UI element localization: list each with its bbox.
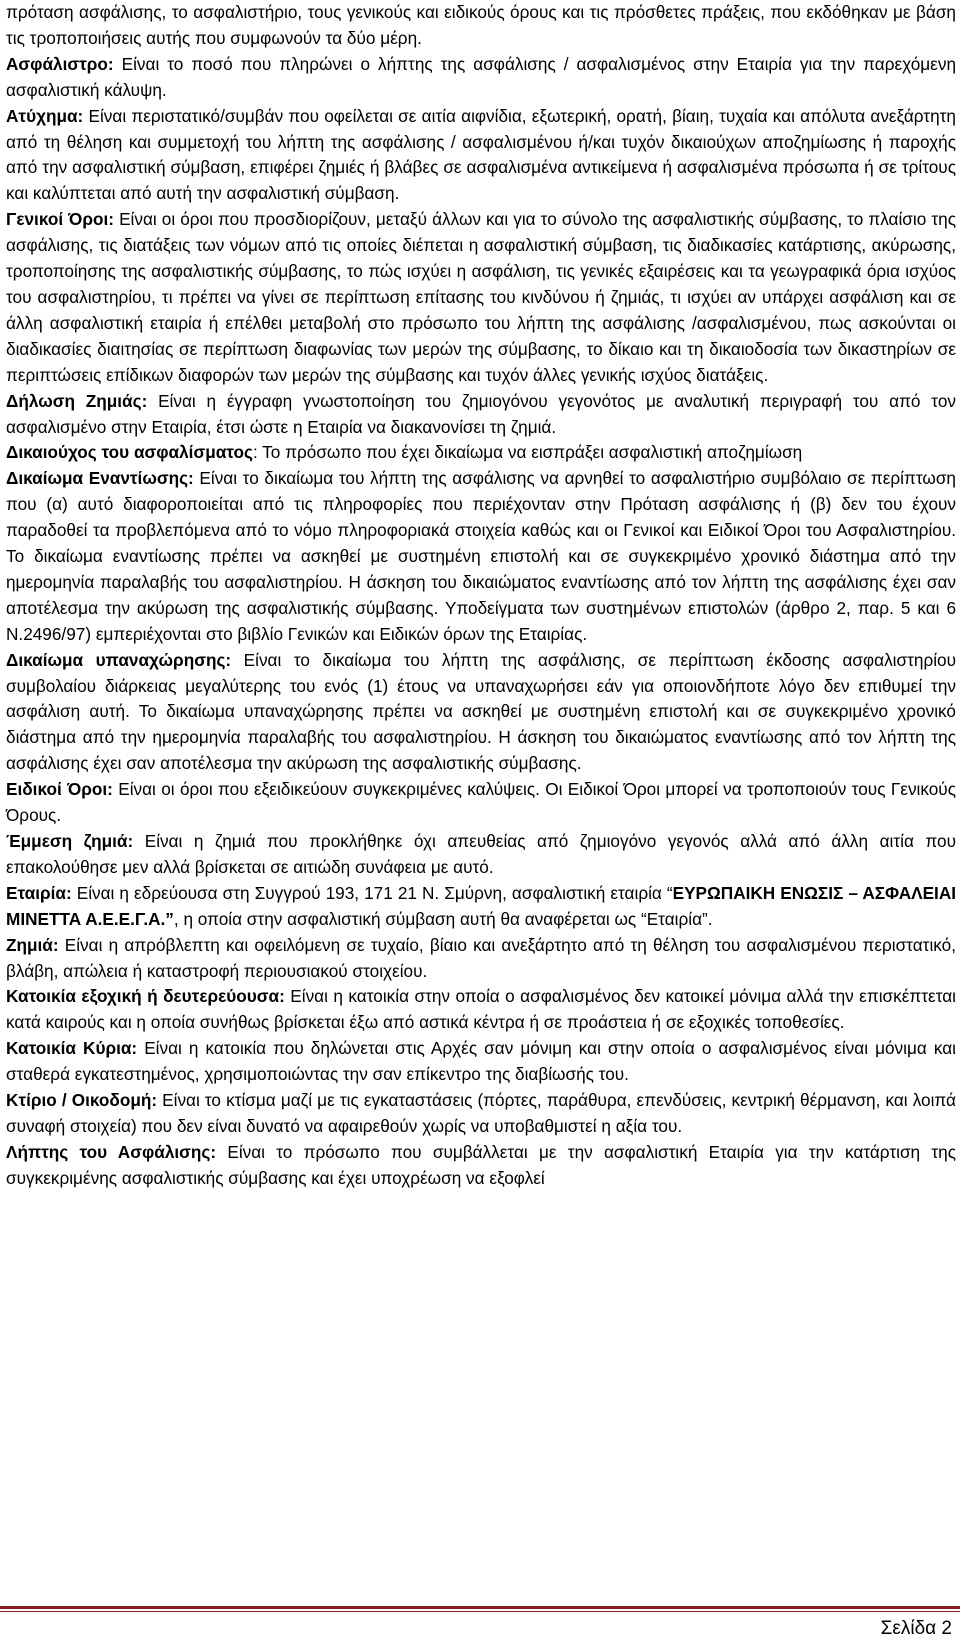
definition-term: Δικαιούχος του ασφαλίσματος — [6, 442, 253, 463]
definition-term: Γενικοί Όροι: — [6, 209, 114, 230]
definition-term: Ειδικοί Όροι: — [6, 779, 113, 800]
document-body — [6, 0, 956, 1192]
page-number: Σελίδα 2 — [880, 1618, 952, 1639]
paragraph-intro — [6, 0, 956, 52]
definition-text: Είναι η έγγραφη γνωστοποίηση του ζημιογόνου γεγονότος με αναλυτική περιγραφή του από τον ασφαλισμένο στην Εταιρία, έτσι ώστε η Εταιρία να διακανονίσει τη ζημιά. — [6, 390, 956, 437]
company-name: ΕΥΡΩΠΑΙΚΗ ΕΝΩΣΙΣ – ΑΣΦΑΛΕΙΑΙ ΜΙΝΕΤΤΑ Α.Ε.Ε.Γ.Α.” — [6, 882, 957, 929]
definition-term: Κατοικία Κύρια: — [6, 1038, 138, 1059]
definition-term: Δήλωση Ζημιάς: — [6, 390, 148, 411]
definition-text: Είναι το δικαίωμα του λήπτη της ασφάλισης να αρνηθεί το ασφαλιστήριο συμβόλαιο σε περίπτωση που (α) αυτό διαφοροποιείται από τις πληροφορίες που περιέχονταν στην Πρόταση ασφάλισης ή (β) δεν του έχουν παραδοθεί τα προβλεπόμενα από το νόμο πληροφοριακά στοιχεία καθώς και οι Γενικοί και Ειδικοί Όροι του Ασφαλιστηρίου. Το δικαίωμα εναντίωσης πρέπει να ασκηθεί με συστημένη επιστολή και σε συγκεκριμένο χρονικό διάστημα από την ημερομηνία παραλαβής του ασφαλιστηρίου. Η άσκηση του δικαιώματος εναντίωσης από τον λήπτη της ασφάλισης έχει σαν αποτέλεσμα την ακύρωση της ασφαλιστικής σύμβασης. Υποδείγματα των συστημένων επιστολών (άρθρο 2, παρ. 5 και 6 Ν.2496/97) εμπεριέχονται στο βιβλίο Γενικών και Ειδικών όρων της Εταιρίας. — [6, 468, 956, 644]
definition-text: Είναι η απρόβλεπτη και οφειλόμενη σε τυχαίο, βίαιο και ανεξάρτητο από τη θέληση του ασφαλισμένου περιστατικό, βλάβη, απώλεια ή καταστροφή περιουσιακού στοιχείου. — [6, 934, 956, 981]
definition-text: Είναι οι όροι που προσδιορίζουν, μεταξύ άλλων και για το σύνολο της ασφαλιστικής σύμβασης, το πλαίσιο της ασφάλισης, τις διατάξεις των νόμων από τις οποίες διέπεται η ασφαλιστική σύμβαση, τις διαδικασίες κατάρτισης, ακύρωσης, τροποποίησης της ασφαλιστικής σύμβασης, το πώς ισχύει η ασφάλιση, τις γενικές εξαιρέσεις και τα γεωγραφικά όρια ισχύος του ασφαλιστηρίου, τι πρέπει να γίνει σε περίπτωση επίτασης του κινδύνου ή ζημιάς, τι ισχύει αν υπάρχει ασφάλιση και σε άλλη ασφαλιστική εταιρία ή επέλθει μεταβολή στο πρόσωπο του λήπτη της ασφάλισης /ασφαλισμένου, πως ασκούνται οι διαδικασίες διαιτησίας σε περίπτωση διαφωνίας των μερών της σύμβασης, το δίκαιο και τη δικαιοδοσία των δικαστηρίων σε περιπτώσεις επίδικων διαφορών των μερών της σύμβασης και τυχόν άλλες γενικής ισχύος διατάξεις. — [6, 209, 956, 385]
definition-katoikia-exoxiki — [6, 984, 956, 1036]
definition-text: Είναι περιστατικό/συμβάν που οφείλεται σε αιτία αιφνίδια, εξωτερική, ορατή, βίαιη, τυχαία και απόλυτα ανεξάρτητη από τη θέληση και συμμετοχή του λήπτη της ασφάλισης / ασφαλισμένου ή/και τυχόν δικαιούχων αποζημίωσης ή παροχής από την ασφαλιστική σύμβαση, επιφέρει ζημιές ή βλάβες σε ασφαλισμένα αντικείμενα ή ασφαλισμένα πρόσωπα ή σε τρίτους και καλύπτεται από αυτή την ασφαλιστική σύμβαση. — [6, 105, 956, 204]
definition-text: , η οποία στην ασφαλιστική σύμβαση αυτή θα αναφέρεται ως “Εταιρία”. — [173, 908, 713, 929]
definition-dikaioma-enantiosis — [6, 466, 956, 647]
definition-term: Δικαίωμα Εναντίωσης: — [6, 468, 194, 489]
definition-etairia — [6, 881, 956, 933]
definition-dikaioma-ypanaxorisis — [6, 648, 956, 778]
definition-term: Δικαίωμα υπαναχώρησης: — [6, 649, 232, 670]
definition-term: Κτίριο / Οικοδομή: — [6, 1090, 158, 1111]
definition-text: Είναι το πρόσωπο που συμβάλλεται με την ασφαλιστική Εταιρία για την κατάρτιση της συγκεκριμένης ασφαλιστικής σύμβασης και έχει υποχρέωση να εξοφλεί — [6, 1141, 957, 1188]
definition-term: Ζημιά: — [6, 934, 59, 955]
definition-text: Είναι το δικαίωμα του λήπτη της ασφάλισης, σε περίπτωση έκδοσης ασφαλιστηρίου συμβολαίου διάρκειας μεγαλύτερης του ενός (1) έτους να υπαναχωρήσει εάν για οποιονδήποτε λόγο δεν επιθυμεί την ασφάλιση αυτή. Το δικαίωμα υπαναχώρησης πρέπει να ασκηθεί με συστημένη επιστολή και σε συγκεκριμένο χρονικό διάστημα από την ημερομηνία παραλαβής του ασφαλιστηρίου. Η άσκηση του δικαιώματος εναντίωσης από τον λήπτη της ασφάλισης έχει σαν αποτέλεσμα την ακύρωση της ασφαλιστικής σύμβασης. — [6, 649, 956, 774]
definition-dilosi-zimias — [6, 389, 956, 441]
paragraph-text: πρόταση ασφάλισης, το ασφαλιστήριο, τους γενικούς και ειδικούς όρους και τις πρόσθετες πράξεις, που εκδόθηκαν με βάση τις τροποποιήσεις αυτής που συμφωνούν τα δύο μέρη. — [6, 2, 956, 48]
definition-text: Είναι η κατοικία στην οποία ο ασφαλισμένος δεν κατοικεί μόνιμα αλλά την επισκέπτεται κατά καιρούς και η οποία συνήθως βρίσκεται έξω από αστικά κέντρα ή σε προάστεια ή σε εξοχικές τοποθεσίες. — [6, 986, 956, 1033]
footer-divider — [0, 1606, 960, 1609]
definition-dikaiouxos — [6, 440, 956, 466]
definition-asfalistro — [6, 52, 956, 104]
definition-katoikia-kyria — [6, 1036, 956, 1088]
footer-divider-thin — [0, 1611, 960, 1612]
definition-term: Λήπτης του Ασφάλισης: — [6, 1141, 217, 1162]
definition-term: Εταιρία: — [6, 882, 72, 903]
definition-emmesi-zimia — [6, 829, 956, 881]
definition-eidikoi-oroi — [6, 777, 956, 829]
definition-text: : Το πρόσωπο που έχει δικαίωμα να εισπράξει ασφαλιστική αποζημίωση — [252, 442, 803, 463]
definition-text: Είναι οι όροι που εξειδικεύουν συγκεκριμένες καλύψεις. Οι Ειδικοί Όροι μπορεί να τροποποιούν τους Γενικούς Όρους. — [6, 779, 956, 826]
definition-term: Έμμεση ζημιά: — [6, 831, 134, 851]
definition-term: Ασφάλιστρο: — [6, 53, 114, 74]
definition-atyxima — [6, 104, 956, 208]
definition-text: Είναι η κατοικία που δηλώνεται στις Αρχές σαν μόνιμη και στην οποία ο ασφαλισμένος είναι μόνιμα και σταθερά εγκατεστημένος, χρησιμοποιώντας την σαν επίκεντρο της διαβίωσής του. — [6, 1038, 956, 1085]
definition-text: Είναι το ποσό που πληρώνει ο λήπτης της ασφάλισης / ασφαλισμένος στην Εταιρία για την παρεχόμενη ασφαλιστική κάλυψη. — [6, 53, 956, 100]
definition-genikoi-oroi — [6, 207, 956, 388]
definition-term: Κατοικία εξοχική ή δευτερεύουσα: — [6, 986, 285, 1007]
definition-ktirio — [6, 1088, 956, 1140]
definition-zimia — [6, 933, 956, 985]
definition-text: Είναι η ζημιά που προκλήθηκε όχι απευθείας από ζημιογόνο γεγονός αλλά από άλλη αιτία που επακολούθησε μεν αλλά βρίσκεται σε αιτιώδη συνάφεια με αυτό. — [6, 831, 956, 877]
definition-liptis — [6, 1140, 956, 1192]
definition-term: Ατύχημα: — [6, 105, 84, 126]
definition-text: Είναι το κτίσμα μαζί με τις εγκαταστάσεις (πόρτες, παράθυρα, επενδύσεις, κεντρική θέρμανση, και λοιπά συναφή στοιχεία) που δεν είναι δυνατό να αφαιρεθούν χωρίς να υποβαθμιστεί η αξία του. — [6, 1090, 956, 1136]
definition-text: Είναι η εδρεύουσα στη Συγγρού 193, 171 21 Ν. Σμύρνη, ασφαλιστική εταιρία “ — [71, 882, 673, 903]
